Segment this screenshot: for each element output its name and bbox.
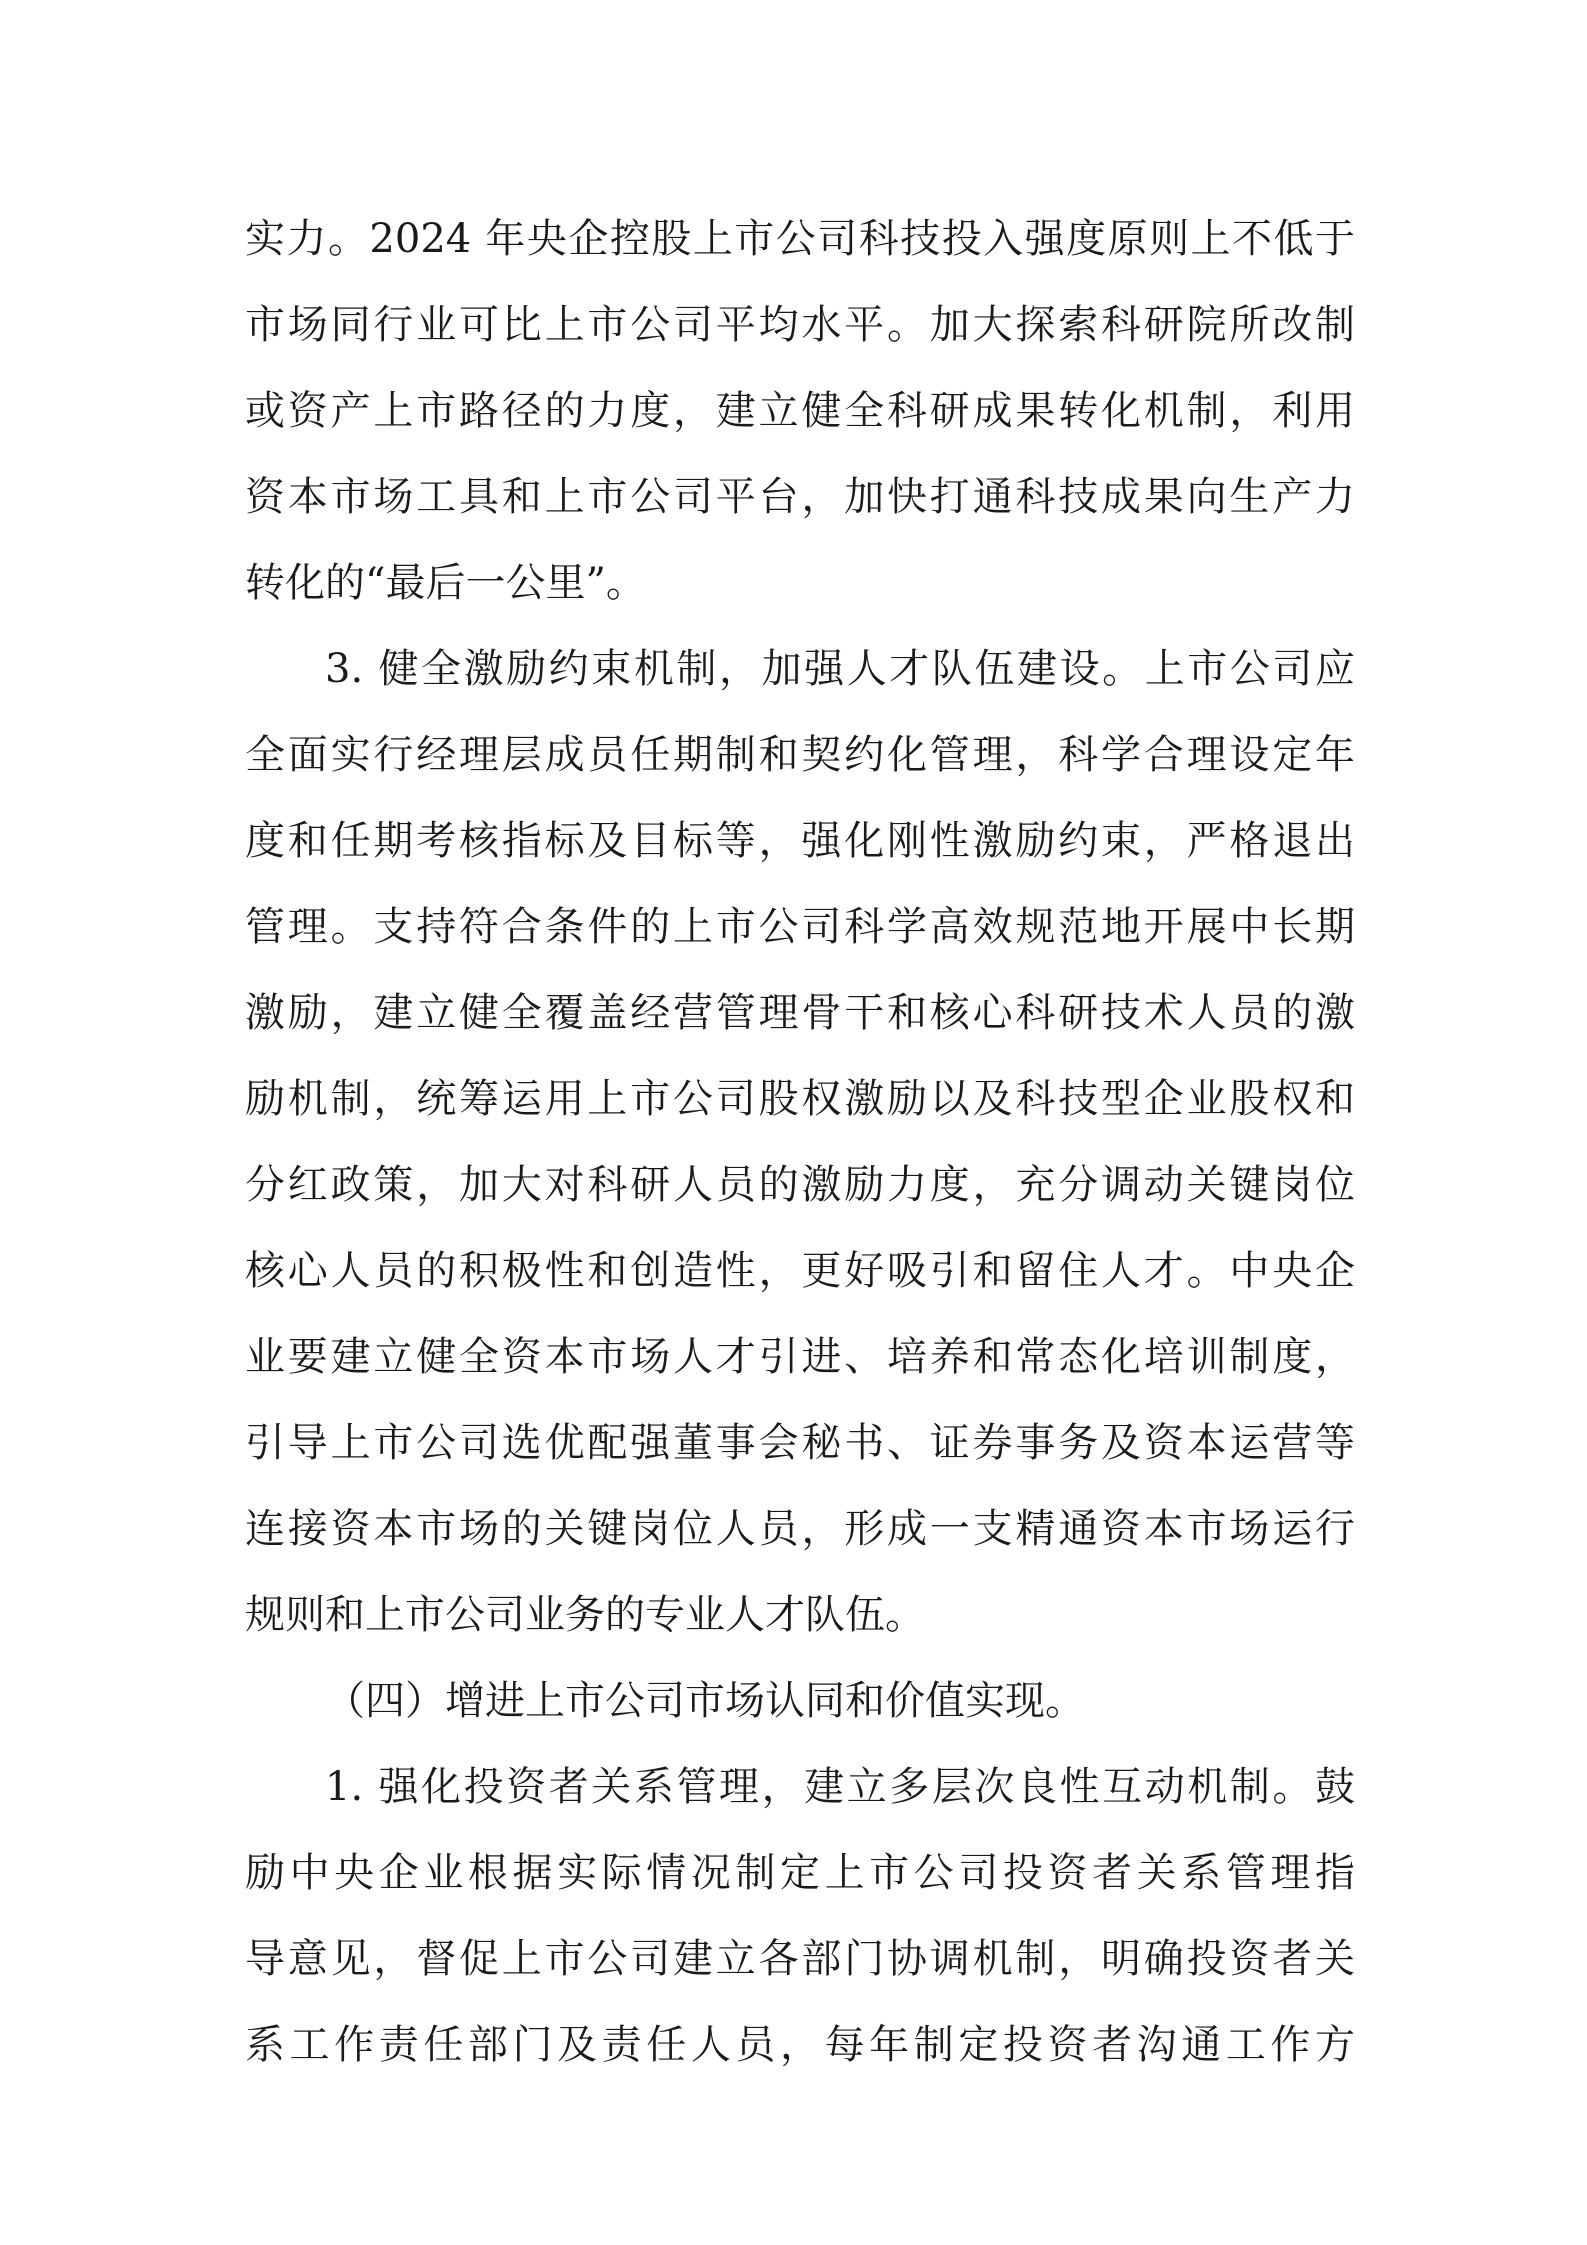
section-heading-4: （四）增进上市公司市场认同和价值实现。 <box>325 1678 1085 1724</box>
text-line: 引导上市公司选优配强董事会秘书、证券事务及资本运营等 <box>245 1420 1355 1466</box>
text-line: 或资产上市路径的力度，建立健全科研成果转化机制，利用 <box>245 388 1355 434</box>
text-line: 核心人员的积极性和创造性，更好吸引和留住人才。中央企 <box>245 1248 1355 1294</box>
text-line: 励机制，统筹运用上市公司股权激励以及科技型企业股权和 <box>245 1076 1355 1122</box>
text-line: 市场同行业可比上市公司平均水平。加大探索科研院所改制 <box>245 302 1355 348</box>
text-line: 资本市场工具和上市公司平台，加快打通科技成果向生产力 <box>245 474 1355 520</box>
text-line: 度和任期考核指标及目标等，强化刚性激励约束，严格退出 <box>245 818 1355 864</box>
text-line: 分红政策，加大对科研人员的激励力度，充分调动关键岗位 <box>245 1162 1355 1208</box>
text-line: 业要建立健全资本市场人才引进、培养和常态化培训制度， <box>245 1334 1355 1380</box>
text-line: 全面实行经理层成员任期制和契约化管理，科学合理设定年 <box>245 732 1355 778</box>
text-line: 管理。支持符合条件的上市公司科学高效规范地开展中长期 <box>245 904 1355 950</box>
text-line: 导意见，督促上市公司建立各部门协调机制，明确投资者关 <box>245 1936 1355 1982</box>
body-text <box>245 196 1355 2088</box>
text-line: 连接资本市场的关键岗位人员，形成一支精通资本市场运行 <box>245 1506 1355 1552</box>
paragraph-heading-1: 1. 强化投资者关系管理，建立多层次良性互动机制。鼓 <box>325 1764 1355 1810</box>
text-line: 实力。2024 年央企控股上市公司科技投入强度原则上不低于 <box>245 216 1355 262</box>
text-line: 激励，建立健全覆盖经营管理骨干和核心科研技术人员的激 <box>245 990 1355 1036</box>
text-line: 规则和上市公司业务的专业人才队伍。 <box>245 1592 925 1638</box>
text-line: 励中央企业根据实际情况制定上市公司投资者关系管理指 <box>245 1850 1355 1896</box>
paragraph-heading-3: 3. 健全激励约束机制，加强人才队伍建设。上市公司应 <box>325 646 1355 692</box>
text-line: 转化的“最后一公里”。 <box>245 560 646 606</box>
text-line: 系工作责任部门及责任人员，每年制定投资者沟通工作方 <box>245 2022 1355 2068</box>
